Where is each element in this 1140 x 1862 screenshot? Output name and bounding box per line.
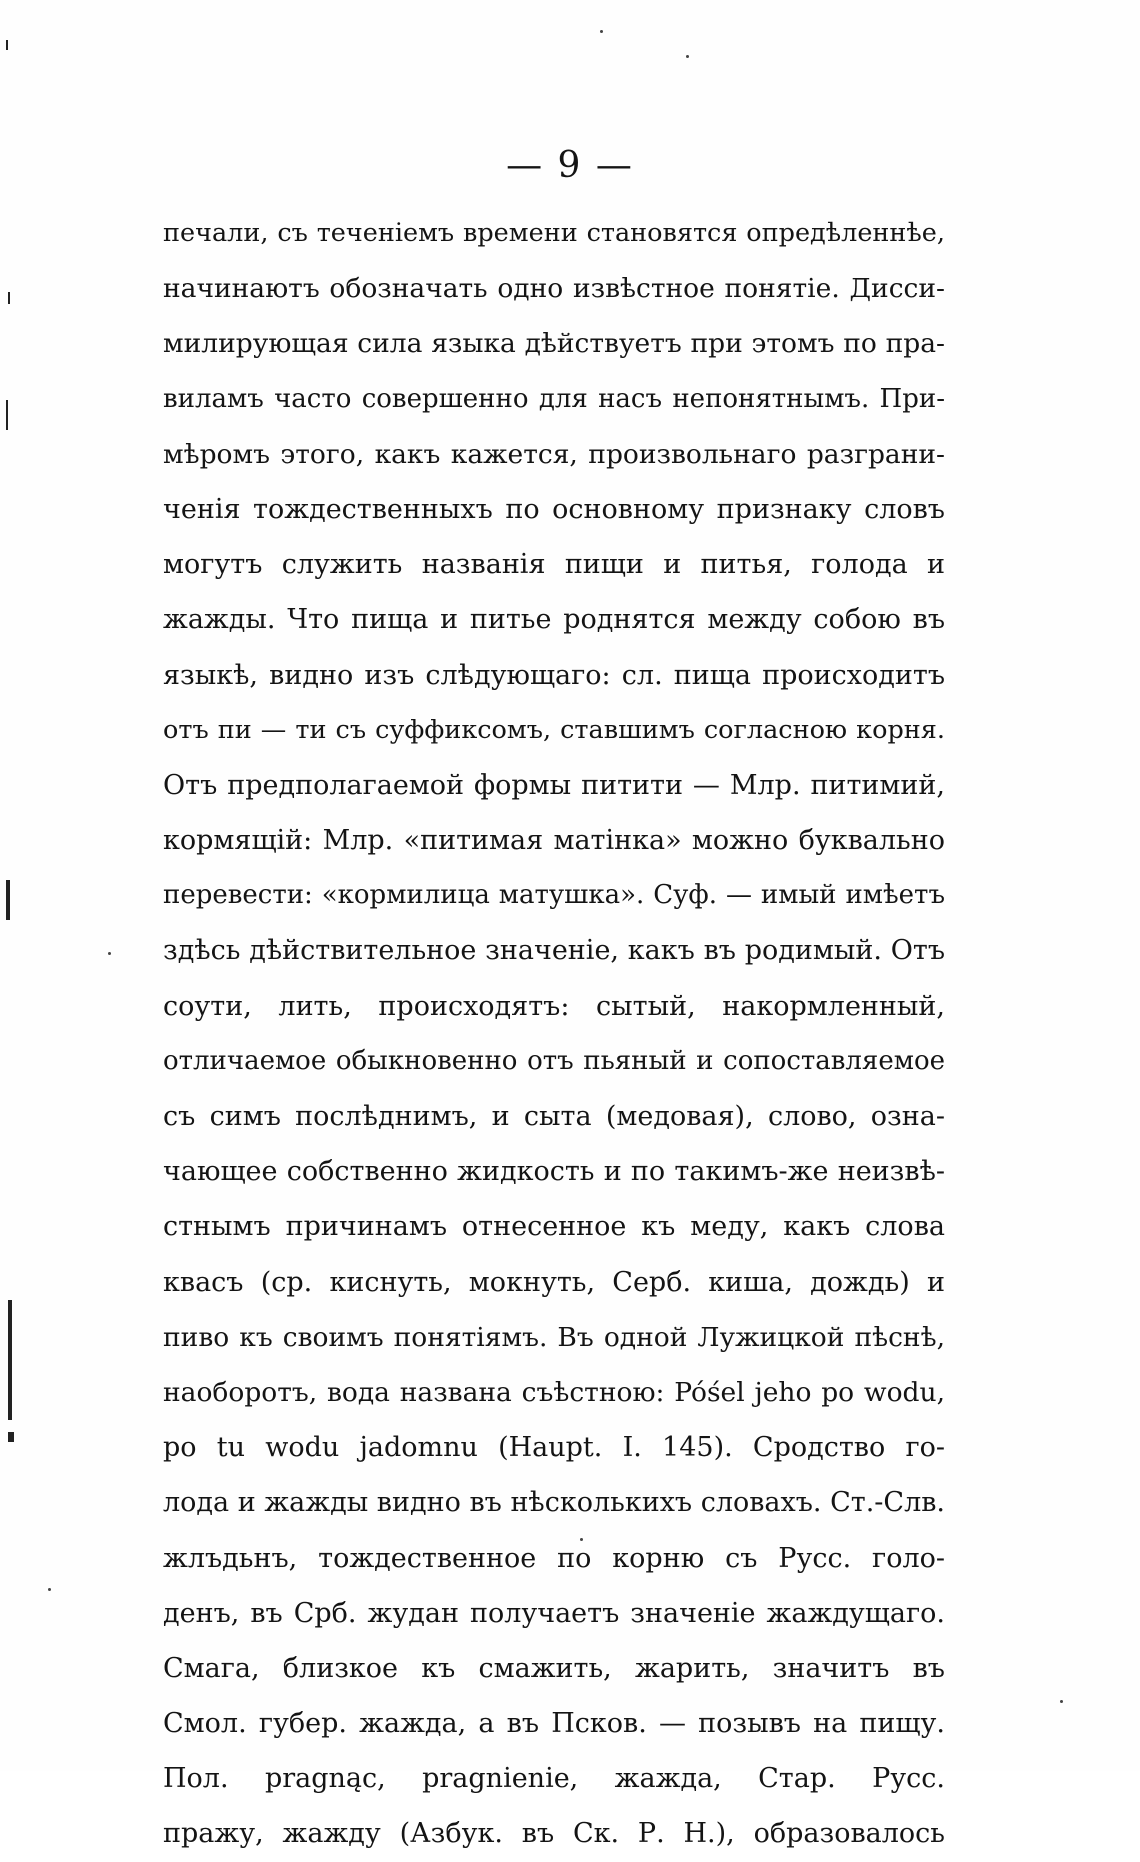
text-line: начинаютъ обозначать одно извѣстное понятіе. Дисси- bbox=[163, 273, 945, 305]
scan-edge-mark bbox=[6, 400, 8, 430]
text-line: соути, лить, происходятъ: сытый, накормленный, bbox=[163, 990, 945, 1022]
scan-speck bbox=[48, 1588, 51, 1591]
text-line: печали, съ теченіемъ времени становятся опредѣленнѣе, bbox=[163, 218, 945, 248]
text-line: стнымъ причинамъ отнесенное къ меду, какъ слова bbox=[163, 1211, 945, 1243]
text-line: отличаемое обыкновенно отъ пьяный и сопоставляемое bbox=[163, 1045, 945, 1076]
scan-edge-mark bbox=[8, 1300, 12, 1420]
text-line: съ симъ послѣднимъ, и сыта (медовая), слово, озна- bbox=[163, 1101, 945, 1132]
text-line: Смага, близкое къ смажить, жарить, значитъ въ bbox=[163, 1652, 945, 1684]
scan-speck bbox=[1060, 1700, 1063, 1703]
body-text bbox=[163, 206, 945, 1862]
text-line: перевести: «кормилица матушка». Суф. — имый имѣетъ bbox=[163, 880, 945, 911]
text-line: языкѣ, видно изъ слѣдующаго: сл. пища происходитъ bbox=[163, 659, 945, 691]
scan-speck bbox=[600, 30, 603, 33]
scan-edge-mark bbox=[6, 40, 8, 50]
text-line: po tu wodu jadomnu (Haupt. I. 145). Сродство го- bbox=[163, 1432, 945, 1464]
text-line: ченія тождественныхъ по основному признаку словъ bbox=[163, 493, 945, 525]
scan-speck bbox=[580, 1538, 583, 1541]
text-line: Смол. губер. жажда, а въ Псков. — позывъ на пищу. bbox=[163, 1708, 945, 1740]
text-line: пиво къ своимъ понятіямъ. Въ одной Лужицкой пѣснѣ, bbox=[163, 1321, 945, 1353]
scan-edge-mark bbox=[8, 1432, 14, 1442]
text-line: Пол. pragnąc, pragnienie, жажда, Стар. Русс. bbox=[163, 1763, 945, 1795]
text-line: чающее собственно жидкость и по такимъ-же неизвѣ- bbox=[163, 1156, 945, 1188]
text-line: жлъдьнъ, тождественное по корню съ Русс. голо- bbox=[163, 1542, 945, 1574]
text-line: наоборотъ, вода названа съѣстною: Póśel jeho po wodu, bbox=[163, 1376, 945, 1408]
text-line: лода и жажды видно въ нѣсколькихъ словахъ. Ст.-Слв. bbox=[163, 1487, 945, 1519]
text-line: Отъ предполагаемой формы питити — Млр. питимий, bbox=[163, 769, 945, 801]
text-line: милирующая сила языка дѣйствуетъ при этомъ по пра- bbox=[163, 328, 945, 360]
text-line: виламъ часто совершенно для насъ непонятнымъ. При- bbox=[163, 383, 945, 414]
text-line: мѣромъ этого, какъ кажется, произвольнаго разграни- bbox=[163, 438, 945, 470]
text-line: денъ, въ Срб. жудан получаетъ значеніе жаждущаго. bbox=[163, 1597, 945, 1629]
scan-speck bbox=[686, 55, 689, 58]
text-line: отъ пи — ти съ суффиксомъ, ставшимъ согласною корня. bbox=[163, 714, 945, 745]
page-number: — 9 — bbox=[506, 145, 634, 186]
scan-speck bbox=[108, 952, 111, 955]
text-line: жажды. Что пища и питье роднятся между собою въ bbox=[163, 604, 945, 636]
scan-edge-mark bbox=[6, 880, 10, 920]
text-line: пражу, жажду (Азбук. въ Ск. Р. Н.), образовалось bbox=[163, 1818, 945, 1850]
text-line: кормящій: Млр. «питимая матінка» можно буквально bbox=[163, 825, 945, 857]
scan-edge-mark bbox=[8, 292, 10, 304]
text-line: могутъ служить названія пищи и питья, голода и bbox=[163, 549, 945, 581]
text-line: здѣсь дѣйствительное значеніе, какъ въ родимый. Отъ bbox=[163, 935, 945, 967]
text-line: квасъ (ср. киснуть, мокнуть, Серб. киша, дождь) и bbox=[163, 1266, 945, 1298]
